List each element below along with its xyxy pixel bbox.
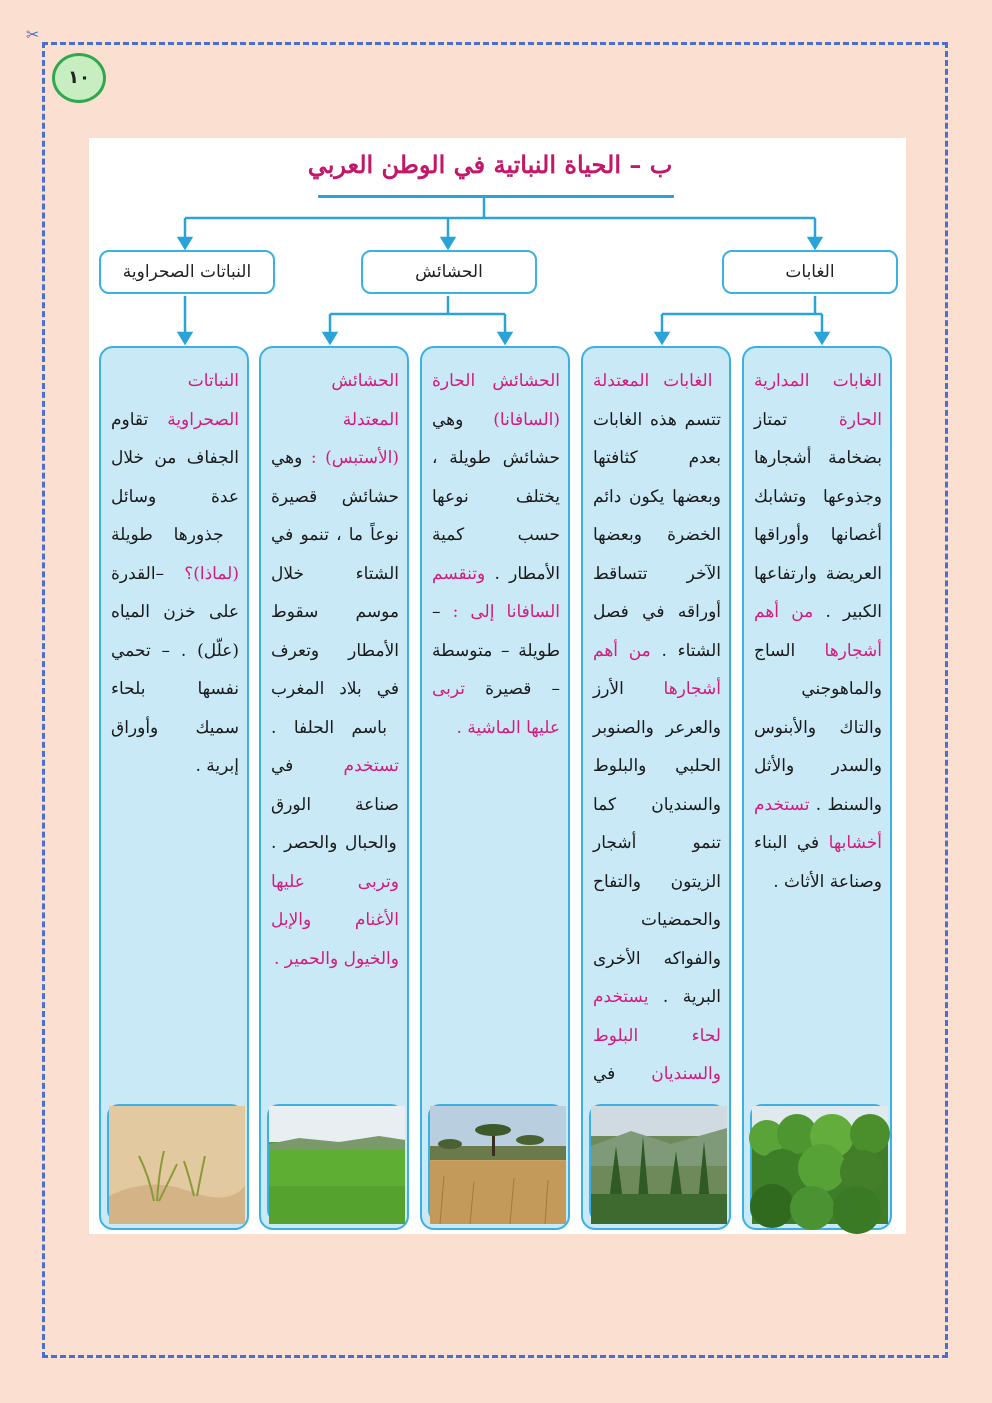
column-body: تقاوم الجفاف من خلال عدة وسائل جذورها طويلة bbox=[111, 409, 239, 545]
temperate-forest-image bbox=[589, 1104, 725, 1222]
column-body: في البناء وصناعة الأثاث . bbox=[754, 833, 882, 892]
column-subheading: تستخدم أخشابها bbox=[754, 794, 882, 853]
column-text bbox=[754, 362, 882, 1102]
column-subheading: يستخدم لحاء البلوط والسنديان bbox=[593, 987, 721, 1084]
column-heading: الحشائش المعتدلة (الأستبس) : bbox=[302, 371, 399, 468]
column-steppe bbox=[259, 346, 409, 1230]
column-subheading: وتنقسم السافانا إلى : bbox=[432, 563, 560, 622]
column-heading: الغابات المعتدلة bbox=[593, 371, 713, 391]
tropical-forest-image bbox=[750, 1104, 886, 1222]
category-desert: النباتات الصحراوية bbox=[99, 250, 275, 294]
column-body: تتسم هذه الغابات بعدم كثافتها وبعضها يكون دائم الخضرة وبعضها الآخر تتساقط أوراقه في فصل الشتاء . bbox=[593, 409, 721, 661]
column-heading: الغابات المدارية الحارة bbox=[754, 371, 882, 430]
column-temperate-forests bbox=[581, 346, 731, 1230]
column-body: تمتاز بضخامة أشجارها وجذوعها وتشابك أغصانها وأوراقها العريضة وارتفاعها الكبير . bbox=[754, 409, 882, 622]
column-heading: الحشائش الحارة (السافانا) bbox=[432, 371, 560, 430]
column-body: في bbox=[593, 1064, 616, 1084]
steppe-image bbox=[267, 1104, 403, 1222]
desert-image bbox=[107, 1104, 243, 1222]
category-grasslands: الحشائش bbox=[361, 250, 537, 294]
scissors-icon: ✂ bbox=[26, 25, 40, 44]
column-body: في صناعة الورق والحبال والحصر . bbox=[271, 756, 399, 853]
column-subheading: تستخدم bbox=[293, 756, 399, 776]
column-body: –القدرة على خزن المياه (علّل) . – تحمي نفسها بلحاء سميك وأوراق إبرية . bbox=[111, 563, 239, 776]
column-savanna bbox=[420, 346, 570, 1230]
column-tropical-forests bbox=[742, 346, 892, 1230]
column-body: الأرز والعرعر والصنوبر الحلبي والبلوط والسنديان كما تنمو أشجار الزيتون والتفاح والحمضيات والفواكه الأخرى البرية . bbox=[593, 679, 721, 1007]
column-subheading: من أهم أشجارها bbox=[754, 602, 882, 661]
page-title: ب – الحياة النباتية في الوطن العربي bbox=[307, 150, 673, 179]
column-text bbox=[111, 362, 239, 1102]
column-body: وهي حشائش طويلة ، يختلف نوعها حسب كمية الأمطار . bbox=[432, 409, 560, 584]
column-subheading: من أهم أشجارها bbox=[593, 640, 721, 699]
column-body: – طويلة – متوسطة – قصيرة bbox=[432, 602, 560, 699]
column-text bbox=[271, 362, 399, 1102]
category-forests: الغابات bbox=[722, 250, 898, 294]
column-subheading: وتربى عليها الأغنام والإبل والخيول والحمير . bbox=[271, 871, 399, 969]
column-heading: النباتات الصحراوية bbox=[148, 371, 239, 430]
column-body: الساج والماهوجني والتاك والأبنوس والسدر والأثل والسنط . bbox=[754, 640, 882, 815]
page-number: ١٠ bbox=[52, 53, 106, 103]
column-subheading: (لماذا)؟ bbox=[164, 563, 239, 584]
column-text bbox=[593, 362, 721, 1102]
savanna-image bbox=[428, 1104, 564, 1222]
column-subheading: تربى عليها الماشية . bbox=[432, 679, 560, 738]
column-desert-plants bbox=[99, 346, 249, 1230]
column-text bbox=[432, 362, 560, 1102]
column-body: وهي حشائش قصيرة نوعاً ما ، تنمو في الشتاء خلال موسم سقوط الأمطار وتعرف في بلاد المغرب باسم الحلفا . bbox=[271, 448, 399, 738]
